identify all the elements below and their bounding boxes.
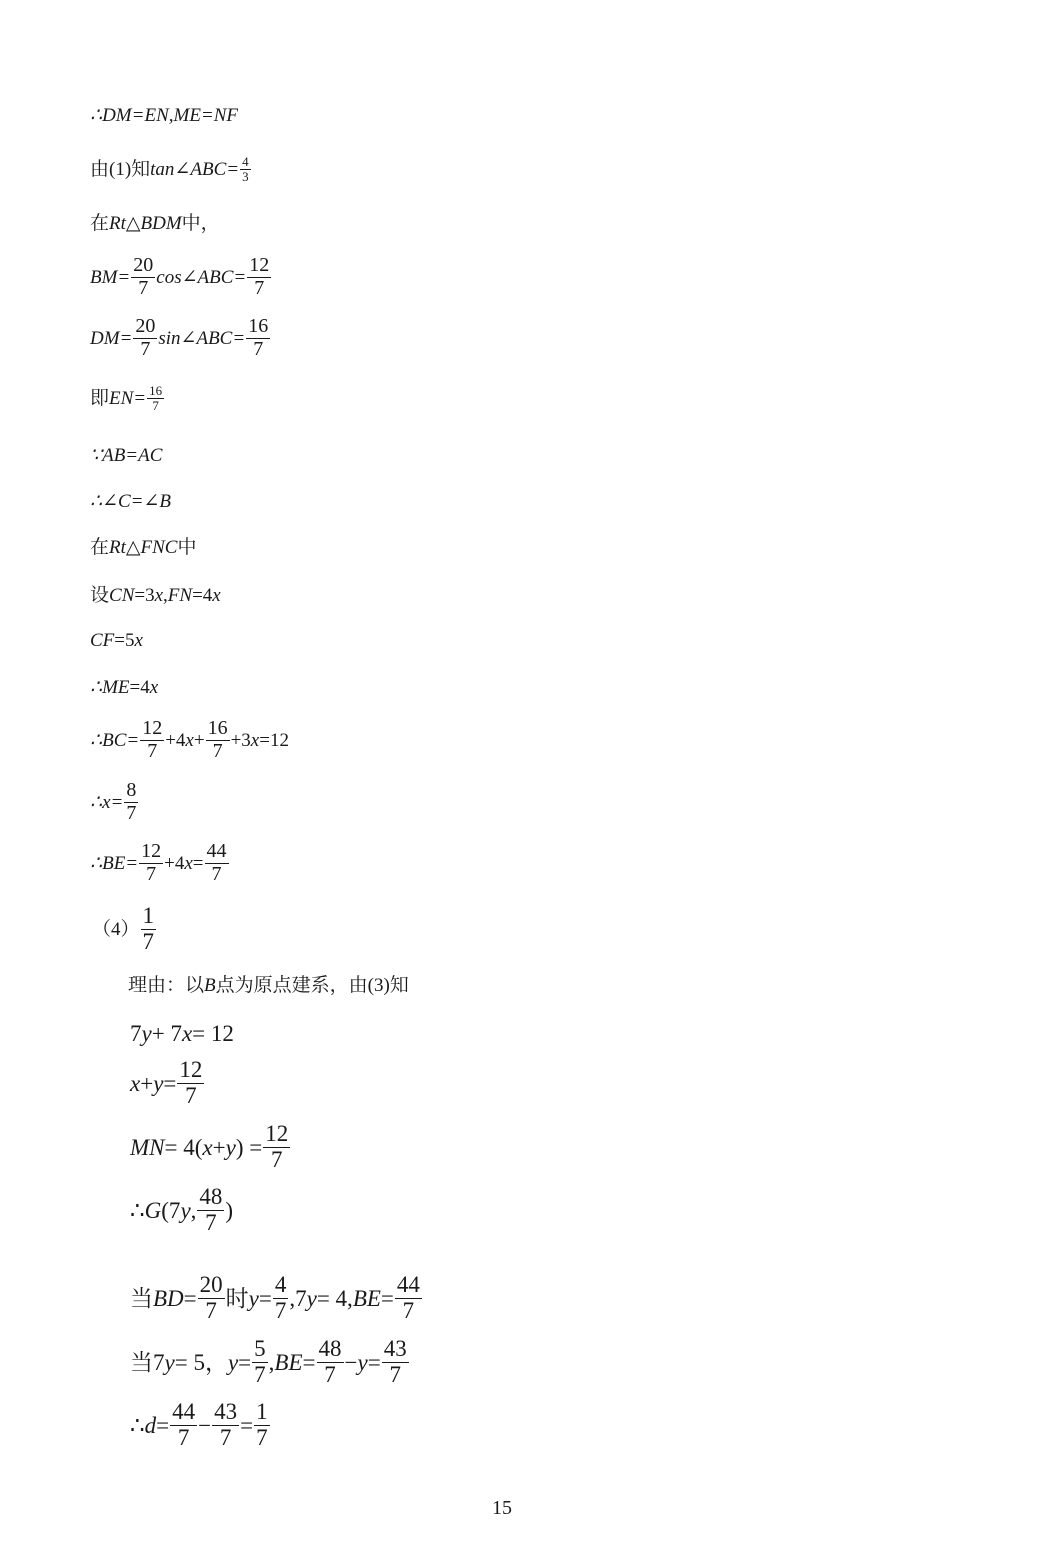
text: = 4(: [164, 1134, 203, 1160]
text: 时: [225, 1285, 249, 1311]
text: ∴: [130, 1197, 145, 1223]
text: y: [248, 1285, 259, 1311]
fraction: $\frac{1}{7}$: [256, 1399, 268, 1450]
text: MN: [130, 1134, 165, 1160]
fraction: $\frac{1}{7}$: [142, 903, 155, 954]
line-7: [90, 446, 162, 465]
text: =: [380, 1285, 394, 1311]
text: BM=: [90, 266, 131, 288]
text: DM=: [90, 327, 133, 349]
text: 当7: [130, 1349, 165, 1375]
fraction: $\frac{20}{7}$: [199, 1272, 223, 1323]
text: y: [225, 1134, 236, 1160]
fraction: $\frac{12}{7}$: [265, 1121, 289, 1172]
text: ∴BC=: [90, 729, 140, 751]
text: BE: [352, 1285, 381, 1311]
line-16-part-4: [92, 904, 157, 955]
text: BE: [274, 1349, 303, 1375]
line-5: [90, 316, 271, 360]
fraction: $\frac{43}{7}$: [214, 1399, 238, 1450]
text: + 7: [151, 1021, 182, 1046]
text: FN: [167, 585, 193, 606]
text: +: [140, 1070, 154, 1096]
text: EN=: [109, 388, 147, 410]
text: y: [227, 1349, 239, 1375]
text: =: [258, 1285, 272, 1311]
fraction: $\frac{12}{7}$: [142, 717, 163, 762]
text: B: [204, 975, 216, 996]
line-18: [130, 1022, 234, 1045]
fraction: $\frac{48}{7}$: [318, 1336, 342, 1387]
text: x: [184, 852, 193, 874]
fraction: $\frac{16}{7}$: [149, 383, 163, 414]
text: ∴∠C=∠B: [90, 491, 172, 512]
fraction: $\frac{44}{7}$: [206, 840, 227, 885]
line-20: [130, 1122, 291, 1173]
line-8: [90, 492, 171, 511]
text: =: [192, 852, 204, 874]
text: 设: [90, 585, 110, 606]
text: 7: [130, 1021, 142, 1046]
fraction: $\frac{4}{3}$: [242, 154, 249, 185]
line-6: [90, 384, 165, 413]
text: x: [185, 729, 194, 751]
text: BD: [153, 1285, 184, 1311]
text: 中: [177, 537, 197, 558]
text: 在: [90, 537, 110, 558]
fraction: $\frac{48}{7}$: [199, 1184, 223, 1235]
text: =: [156, 1412, 170, 1438]
line-23: [130, 1337, 410, 1388]
text: −: [198, 1412, 212, 1438]
text: CN: [109, 585, 135, 606]
line-11: [90, 631, 143, 650]
text: =: [302, 1349, 316, 1375]
text: （4）: [92, 918, 140, 940]
line-21: [130, 1185, 233, 1236]
text: ,: [190, 1197, 197, 1223]
text: =12: [259, 729, 289, 751]
text: ∴DM=EN,ME=NF: [90, 105, 239, 126]
text: +3: [230, 729, 251, 751]
text: y: [180, 1197, 191, 1223]
line-19: [130, 1058, 205, 1109]
text: =: [367, 1349, 381, 1375]
text: +4: [165, 729, 186, 751]
text: = 5，: [174, 1349, 228, 1375]
text: G: [144, 1197, 162, 1223]
line-15: [90, 841, 230, 885]
text: 由(1)知: [90, 159, 151, 181]
text: ,: [268, 1349, 275, 1375]
page-number: 15: [492, 1497, 512, 1519]
line-13: [90, 718, 289, 762]
line-3: [90, 214, 220, 233]
text: tan∠ABC=: [150, 159, 240, 181]
text: x: [154, 585, 164, 606]
text: ): [225, 1197, 234, 1223]
line-12: [90, 678, 158, 697]
fraction: $\frac{4}{7}$: [274, 1272, 287, 1323]
fraction: $\frac{16}{7}$: [207, 717, 228, 762]
text: =3: [134, 585, 155, 606]
fraction: $\frac{12}{7}$: [249, 254, 270, 299]
line-9: [90, 538, 196, 557]
text: =4: [192, 585, 213, 606]
text: =: [240, 1412, 254, 1438]
text: x: [134, 630, 143, 651]
text: ) =: [235, 1134, 263, 1160]
text: d: [144, 1412, 157, 1438]
line-2: [90, 155, 252, 184]
text: =4: [129, 677, 150, 698]
fraction: $\frac{20}{7}$: [133, 254, 154, 299]
line-14: [90, 780, 139, 824]
text: x: [212, 585, 221, 606]
line-10: [90, 586, 221, 605]
text: −: [344, 1349, 358, 1375]
fraction: $\frac{44}{7}$: [396, 1272, 420, 1323]
text: y: [153, 1070, 164, 1096]
text: x: [250, 729, 260, 751]
text: 在: [90, 213, 110, 234]
text: 点为原点建系，由(3)知: [215, 975, 409, 996]
text: ∵AB=AC: [90, 445, 163, 466]
line-17-reason: [128, 976, 409, 995]
text: x: [181, 1021, 193, 1046]
text: ,7: [289, 1285, 307, 1311]
text: +: [212, 1134, 226, 1160]
text: ∴x=: [90, 791, 124, 813]
fraction: $\frac{5}{7}$: [254, 1336, 266, 1387]
fraction: $\frac{43}{7}$: [383, 1336, 407, 1387]
text: ,: [163, 585, 168, 606]
line-4: [90, 255, 272, 299]
line-22: [130, 1273, 423, 1324]
text: x: [149, 677, 159, 698]
text: y: [306, 1285, 317, 1311]
text: =5: [114, 630, 135, 651]
fraction: $\frac{12}{7}$: [179, 1057, 203, 1108]
text: = 12: [192, 1021, 234, 1046]
text: +: [193, 729, 205, 751]
line-1: [90, 106, 238, 125]
text: +4: [164, 852, 185, 874]
fraction: $\frac{12}{7}$: [141, 840, 162, 885]
text: CF: [90, 630, 115, 651]
text: sin∠ABC=: [158, 327, 246, 349]
text: Rt△BDM: [109, 213, 182, 234]
text: cos∠ABC=: [156, 266, 247, 288]
fraction: $\frac{8}{7}$: [126, 779, 137, 824]
text: y: [164, 1349, 175, 1375]
text: 中，: [181, 213, 220, 234]
text: ∴ME: [90, 677, 130, 698]
text: = 4,: [316, 1285, 353, 1311]
text: (7: [161, 1197, 181, 1223]
text: y: [141, 1021, 152, 1046]
text: ∴: [130, 1412, 145, 1438]
fraction: $\frac{20}{7}$: [135, 315, 156, 360]
line-24: [130, 1400, 271, 1451]
text: 即: [90, 388, 110, 410]
text: =: [163, 1070, 177, 1096]
text: Rt△FNC: [109, 537, 178, 558]
fraction: $\frac{16}{7}$: [248, 315, 269, 360]
text: =: [238, 1349, 252, 1375]
text: x: [130, 1070, 141, 1096]
text: 当: [130, 1285, 153, 1311]
fraction: $\frac{44}{7}$: [172, 1399, 196, 1450]
text: =: [183, 1285, 197, 1311]
text: ∴BE=: [90, 852, 139, 874]
text: x: [202, 1134, 213, 1160]
text: y: [357, 1349, 368, 1375]
text: 理由：以: [128, 975, 205, 996]
